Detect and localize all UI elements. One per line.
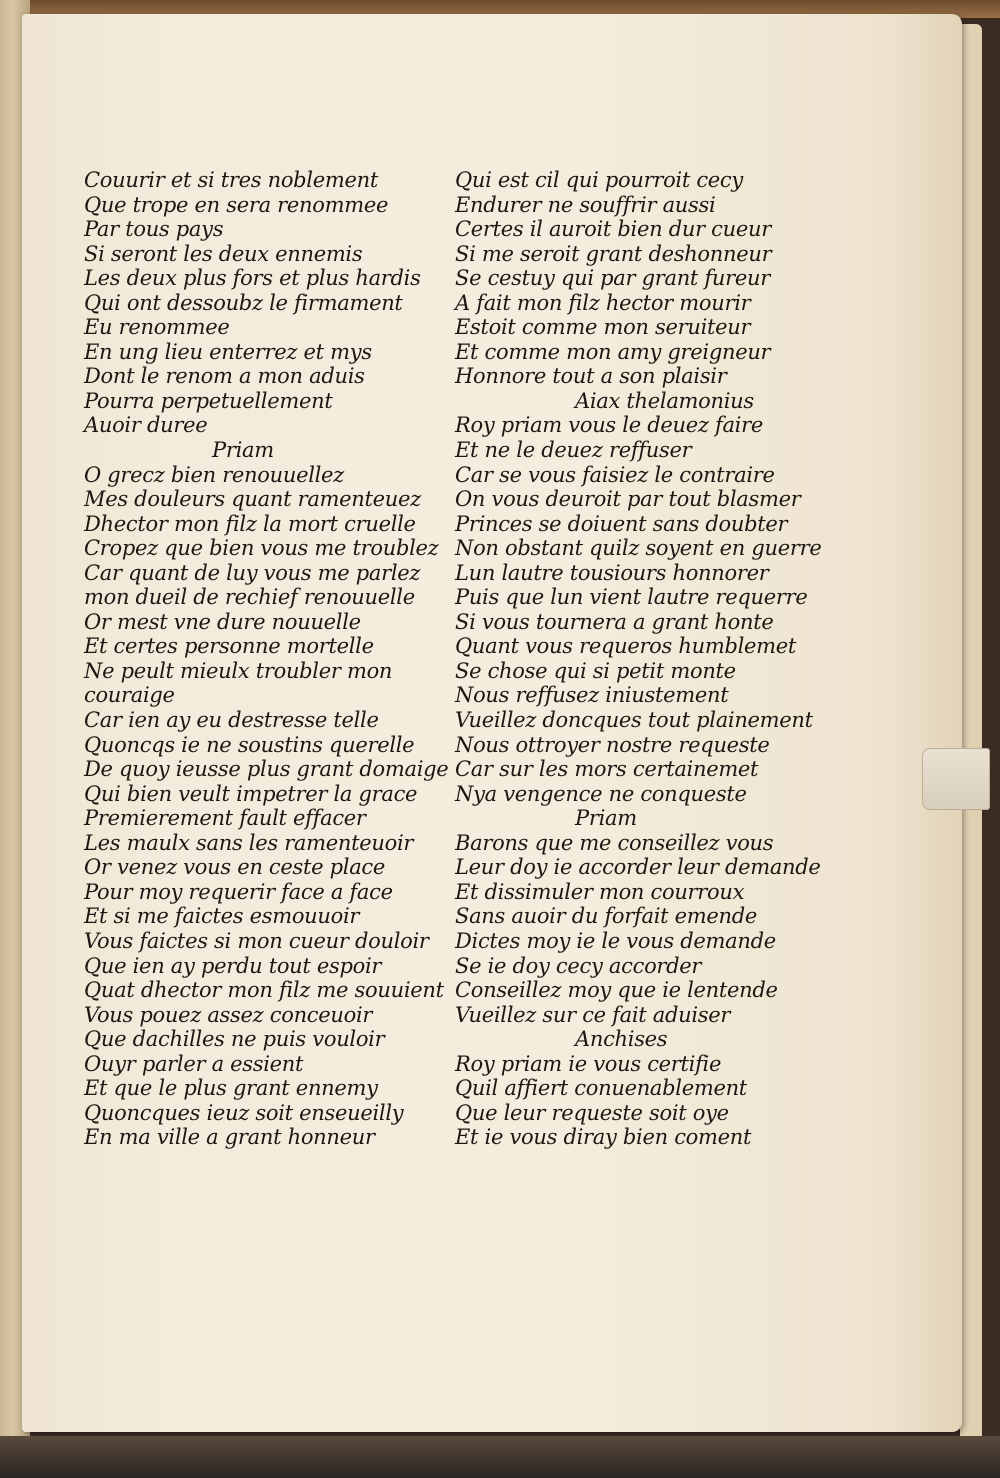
page-fore-edge bbox=[960, 24, 982, 1444]
verse-line: Et dissimuler mon courroux bbox=[455, 879, 745, 904]
verse-line: Or venez vous en ceste place bbox=[84, 855, 386, 880]
verse-line: Se ie doy cecy accorder bbox=[455, 953, 702, 978]
verse-line: Vueillez sur ce fait aduiser bbox=[455, 1002, 731, 1027]
verse-line: Pourra perpetuellement bbox=[84, 388, 333, 413]
verse-line: Pour moy requerir face a face bbox=[84, 879, 393, 904]
verse-line: Vous faictes si mon cueur douloir bbox=[84, 928, 429, 953]
verse-line: Dont le renom a mon aduis bbox=[84, 364, 365, 389]
verse-line: Estoit comme mon seruiteur bbox=[455, 315, 751, 340]
verse-line: Conseillez moy que ie lentende bbox=[455, 978, 778, 1003]
verse-line: Que dachilles ne puis vouloir bbox=[84, 1027, 385, 1052]
verse-line: Puis que lun vient lautre requerre bbox=[455, 585, 808, 610]
verse-line: Auoir duree bbox=[84, 413, 208, 438]
verse-line: Qui bien veult impetrer la grace bbox=[84, 781, 418, 806]
verse-line: Car ien ay eu destresse telle bbox=[84, 708, 379, 733]
verse-line: Dictes moy ie le vous demande bbox=[455, 928, 776, 953]
verse-line: Que ien ay perdu tout espoir bbox=[84, 953, 382, 978]
verse-line: Ouyr parler a essient bbox=[84, 1051, 304, 1076]
verse-line: Eu renommee bbox=[84, 315, 230, 340]
verse-line: Mes douleurs quant ramenteuez bbox=[84, 487, 421, 512]
verse-line: Par tous pays bbox=[84, 217, 224, 242]
verse-line: O grecz bien renouuellez bbox=[84, 462, 344, 487]
speaker-heading: Priam bbox=[212, 438, 274, 463]
verse-line: Qui est cil qui pourroit cecy bbox=[455, 168, 743, 192]
verse-line: Vous pouez assez conceuoir bbox=[84, 1002, 373, 1027]
verse-line: Car se vous faisiez le contraire bbox=[455, 462, 775, 487]
verse-line: Nous ottroyer nostre requeste bbox=[455, 732, 770, 757]
speaker-heading: Priam bbox=[575, 806, 637, 831]
verse-line: Qui ont dessoubz le firmament bbox=[84, 290, 403, 315]
bookmark-tab bbox=[922, 748, 990, 810]
verse-line: Ne peult mieulx troubler mon bbox=[84, 658, 393, 683]
verse-line: A fait mon filz hector mourir bbox=[455, 290, 751, 315]
verse-line: Certes il auroit bien dur cueur bbox=[455, 217, 771, 242]
verse-line: Roy priam ie vous certifie bbox=[455, 1051, 722, 1076]
verse-line: Couurir et si tres noblement bbox=[84, 168, 378, 192]
book-bottom-edge bbox=[0, 1436, 1000, 1478]
verse-line: Lun lautre tousiours honnorer bbox=[455, 560, 769, 585]
verse-line: Si seront les deux ennemis bbox=[84, 241, 363, 266]
verse-line: Que trope en sera renommee bbox=[84, 192, 389, 217]
verse-line: Si vous tournera a grant honte bbox=[455, 609, 774, 634]
right-text-column bbox=[455, 168, 822, 1150]
verse-line: Et certes personne mortelle bbox=[84, 634, 374, 659]
verse-line: Si me seroit grant deshonneur bbox=[455, 241, 772, 266]
verse-line: Et que le plus grant ennemy bbox=[84, 1076, 378, 1101]
verse-line: On vous deuroit par tout blasmer bbox=[455, 487, 801, 512]
verse-line: Car quant de luy vous me parlez bbox=[84, 560, 421, 585]
verse-line: De quoy ieusse plus grant domaige bbox=[84, 757, 449, 782]
verse-line: mon dueil de rechief renouuelle bbox=[84, 585, 415, 610]
verse-line: Car sur les mors certainemet bbox=[455, 757, 759, 782]
verse-line: Les maulx sans les ramenteuoir bbox=[84, 830, 414, 855]
verse-line: En ma ville a grant honneur bbox=[84, 1125, 375, 1150]
verse-line: Premierement fault effacer bbox=[84, 806, 366, 831]
verse-line: Endurer ne souffrir aussi bbox=[455, 192, 716, 217]
verse-line: Dhector mon filz la mort cruelle bbox=[84, 511, 416, 536]
verse-line: Barons que me conseillez vous bbox=[455, 830, 774, 855]
verse-line: couraige bbox=[84, 683, 175, 708]
verse-line: Et ie vous diray bien coment bbox=[455, 1125, 752, 1150]
verse-line: Se cestuy qui par grant fureur bbox=[455, 266, 770, 291]
verse-line: Vueillez doncques tout plainement bbox=[455, 708, 813, 733]
verse-line: Quil affiert conuenablement bbox=[455, 1076, 747, 1101]
verse-line: Nous reffusez iniustement bbox=[455, 683, 729, 708]
speaker-heading: Anchises bbox=[575, 1027, 668, 1052]
verse-line: Quoncqs ie ne soustins querelle bbox=[84, 732, 415, 757]
verse-line: Princes se doiuent sans doubter bbox=[455, 511, 788, 536]
verse-line: Leur doy ie accorder leur demande bbox=[455, 855, 821, 880]
verse-line: Nya vengence ne conqueste bbox=[455, 781, 747, 806]
verse-line: Quat dhector mon filz me souuient bbox=[84, 978, 444, 1003]
verse-line: Cropez que bien vous me troublez bbox=[84, 536, 439, 561]
verse-line: Quoncques ieuz soit enseueilly bbox=[84, 1100, 404, 1125]
verse-line: Quant vous requeros humblemet bbox=[455, 634, 797, 659]
verse-line: Se chose qui si petit monte bbox=[455, 658, 736, 683]
verse-line: Que leur requeste soit oye bbox=[455, 1100, 729, 1125]
verse-line: Et comme mon amy greigneur bbox=[455, 339, 771, 364]
verse-line: Et si me faictes esmouuoir bbox=[84, 904, 360, 929]
verse-line: Honnore tout a son plaisir bbox=[455, 364, 727, 389]
speaker-heading: Aiax thelamonius bbox=[575, 388, 754, 413]
verse-line: Or mest vne dure nouuelle bbox=[84, 609, 361, 634]
verse-line: Non obstant quilz soyent en guerre bbox=[455, 536, 822, 561]
verse-line: Sans auoir du forfait emende bbox=[455, 904, 757, 929]
verse-line: En ung lieu enterrez et mys bbox=[84, 339, 372, 364]
verse-line: Roy priam vous le deuez faire bbox=[455, 413, 763, 438]
left-text-column bbox=[84, 168, 449, 1150]
verse-line: Les deux plus fors et plus hardis bbox=[84, 266, 421, 291]
verse-line: Et ne le deuez reffuser bbox=[455, 438, 692, 463]
